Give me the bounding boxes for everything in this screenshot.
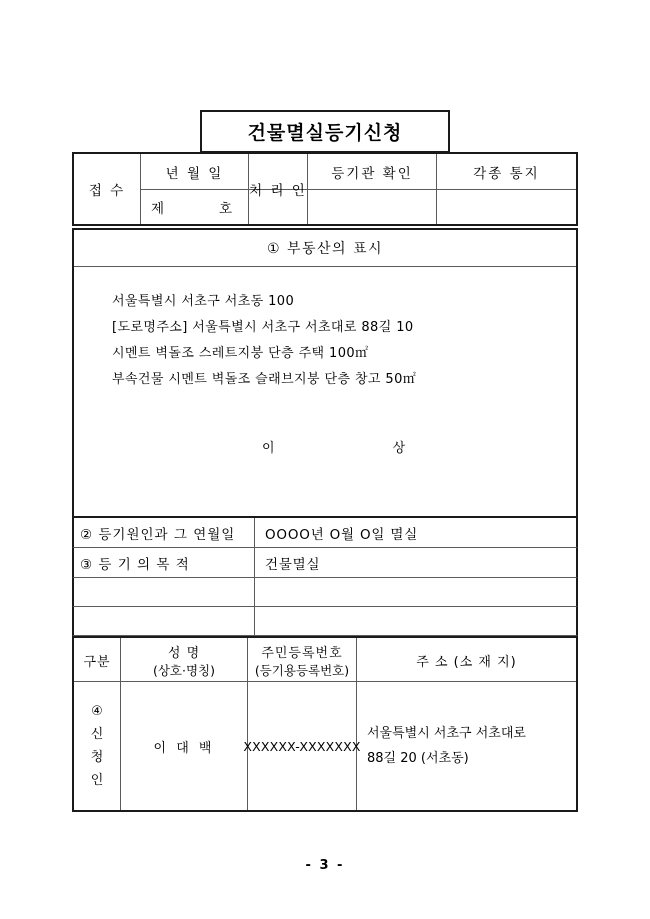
applicant-marker: ④ [91,704,103,719]
registration-purpose-label: ③ 등 기 의 목 적 [74,548,255,577]
applicant-name: 이 대 백 [153,740,215,756]
applicant-address-cell[interactable] [357,682,576,810]
property-line: [도로명주소] 서울특별시 서초구 서초대로 88길 10 [112,320,414,335]
applicant-table-row [74,682,576,810]
applicant-address [357,721,576,771]
applicant-char: 인 [90,773,104,788]
applicant-table [72,636,578,812]
applicant-char: 신 [90,727,104,742]
registration-cause-label: ② 등기원인과 그 연월일 [74,518,255,547]
page-number: - 3 - [305,858,345,873]
page-title: 건물멸실등기신청 [247,122,403,144]
receipt-table [72,152,578,226]
handler-label: 처 리 인 [249,183,307,199]
applicant-division-cell [74,682,120,810]
end-marker-left: 이 [262,441,275,456]
receipt-label: 접 수 [88,183,126,199]
receipt-number-suffix: 호 [218,200,234,217]
receipt-number-prefix: 제 [151,200,167,217]
property-line: 시멘트 벽돌조 스레트지붕 단층 주택 100㎡ [112,346,369,361]
applicant-table-header [74,638,576,682]
registration-purpose-row [72,548,578,578]
property-description-body[interactable] [74,267,576,456]
applicant-name-cell[interactable] [121,682,247,810]
applicant-id-cell[interactable] [243,682,361,810]
blank-row [72,578,578,607]
property-line: 서울특별시 서초구 서초동 100 [112,294,295,309]
blank-row-label[interactable] [74,607,255,635]
header-name [121,638,247,682]
registration-cause-row [72,518,578,548]
applicant-division-vertical [91,700,104,792]
blank-row-value[interactable] [255,607,576,635]
blank-row-value[interactable] [255,578,576,606]
blank-row-label[interactable] [74,578,255,606]
registrar-confirm-label: 등기관 확인 [331,165,413,182]
header-id-main: 주민등록번호 [261,645,343,661]
receipt-date-label: 년 월 일 [165,165,224,182]
property-end-marker [112,437,576,456]
header-name-sub: (상호·명칭) [152,662,216,678]
end-marker-right: 상 [392,441,406,456]
registration-purpose-value[interactable]: 건물멸실 [265,556,321,573]
notifications-label: 각종 통지 [473,165,540,182]
header-division: 구분 [83,654,111,670]
property-section-header: ① 부동산의 표시 [266,241,384,257]
applicant-address-line2: 88길 20 (서초동) [367,751,469,766]
form-frame [72,152,578,812]
applicant-char: 청 [90,750,104,765]
header-address: 주 소 (소 재 지) [416,654,517,670]
header-name-main: 성 명 [167,645,201,661]
receipt-number-field[interactable] [141,189,248,224]
header-id-sub: (등기용등록번호) [254,662,350,678]
property-line: 부속건물 시멘트 벽돌조 슬래브지붕 단층 창고 50㎡ [112,372,417,387]
property-description-box [72,228,578,518]
registration-cause-value[interactable]: OOOO년 O월 O일 멸실 [265,526,419,543]
form-title-box [200,110,450,153]
header-id-number [248,638,356,682]
applicant-id-number: XXXXXX-XXXXXXX [243,738,361,754]
applicant-address-line1: 서울특별시 서초구 서초대로 [367,726,526,741]
blank-row [72,607,578,636]
